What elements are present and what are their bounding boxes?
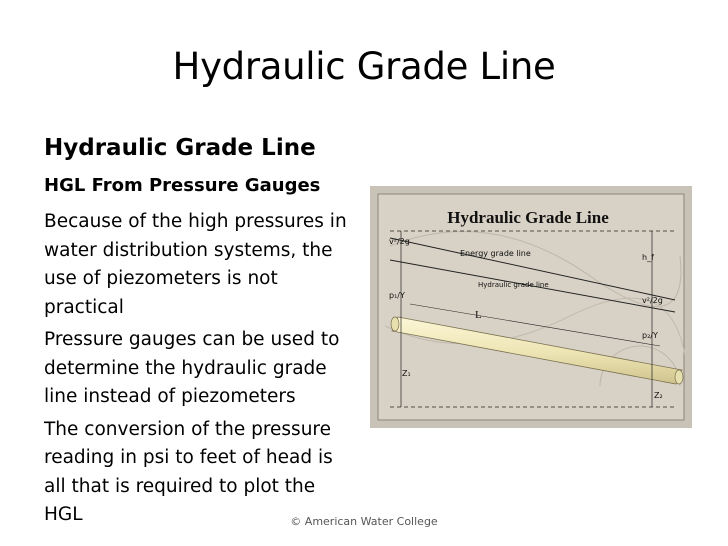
hydraulic-grade-label: Hydraulic grade line xyxy=(478,281,549,289)
footer-copyright: © American Water College xyxy=(290,515,438,528)
slide-title: Hydraulic Grade Line xyxy=(172,45,556,88)
right-elevation-label: Z₂ xyxy=(654,391,663,400)
section-heading: Hydraulic Grade Line xyxy=(44,135,316,161)
left-pressure-head-label: p₁/Y xyxy=(389,291,405,300)
hgl-diagram xyxy=(370,186,692,428)
right-velocity-head-label: v²/2g xyxy=(642,296,663,305)
diagram-frame xyxy=(378,194,684,420)
pipe-end-left xyxy=(391,317,399,331)
left-elevation-label: Z₁ xyxy=(402,369,411,378)
right-pressure-head-label: p₂/Y xyxy=(642,331,658,340)
right-head-loss-label: h_f xyxy=(642,253,654,262)
body-text xyxy=(44,208,356,534)
pipe-end-right xyxy=(675,370,683,384)
paragraph-2: Pressure gauges can be used to determine the hydraulic grade line instead of piezometers xyxy=(44,329,340,407)
section-subheading: HGL From Pressure Gauges xyxy=(44,175,321,196)
length-label: L xyxy=(475,309,482,321)
left-velocity-head-label: v²/2g xyxy=(389,237,410,246)
hgl-diagram-svg xyxy=(370,186,692,428)
energy-grade-label: Energy grade line xyxy=(460,249,531,258)
paragraph-1: Because of the high pressures in water distribution systems, the use of piezometers is not practical xyxy=(44,211,347,318)
diagram-title: Hydraulic Grade Line xyxy=(447,208,609,227)
paragraph-3: The conversion of the pressure reading in psi to feet of head is all that is required to plot the HGL xyxy=(44,418,333,525)
